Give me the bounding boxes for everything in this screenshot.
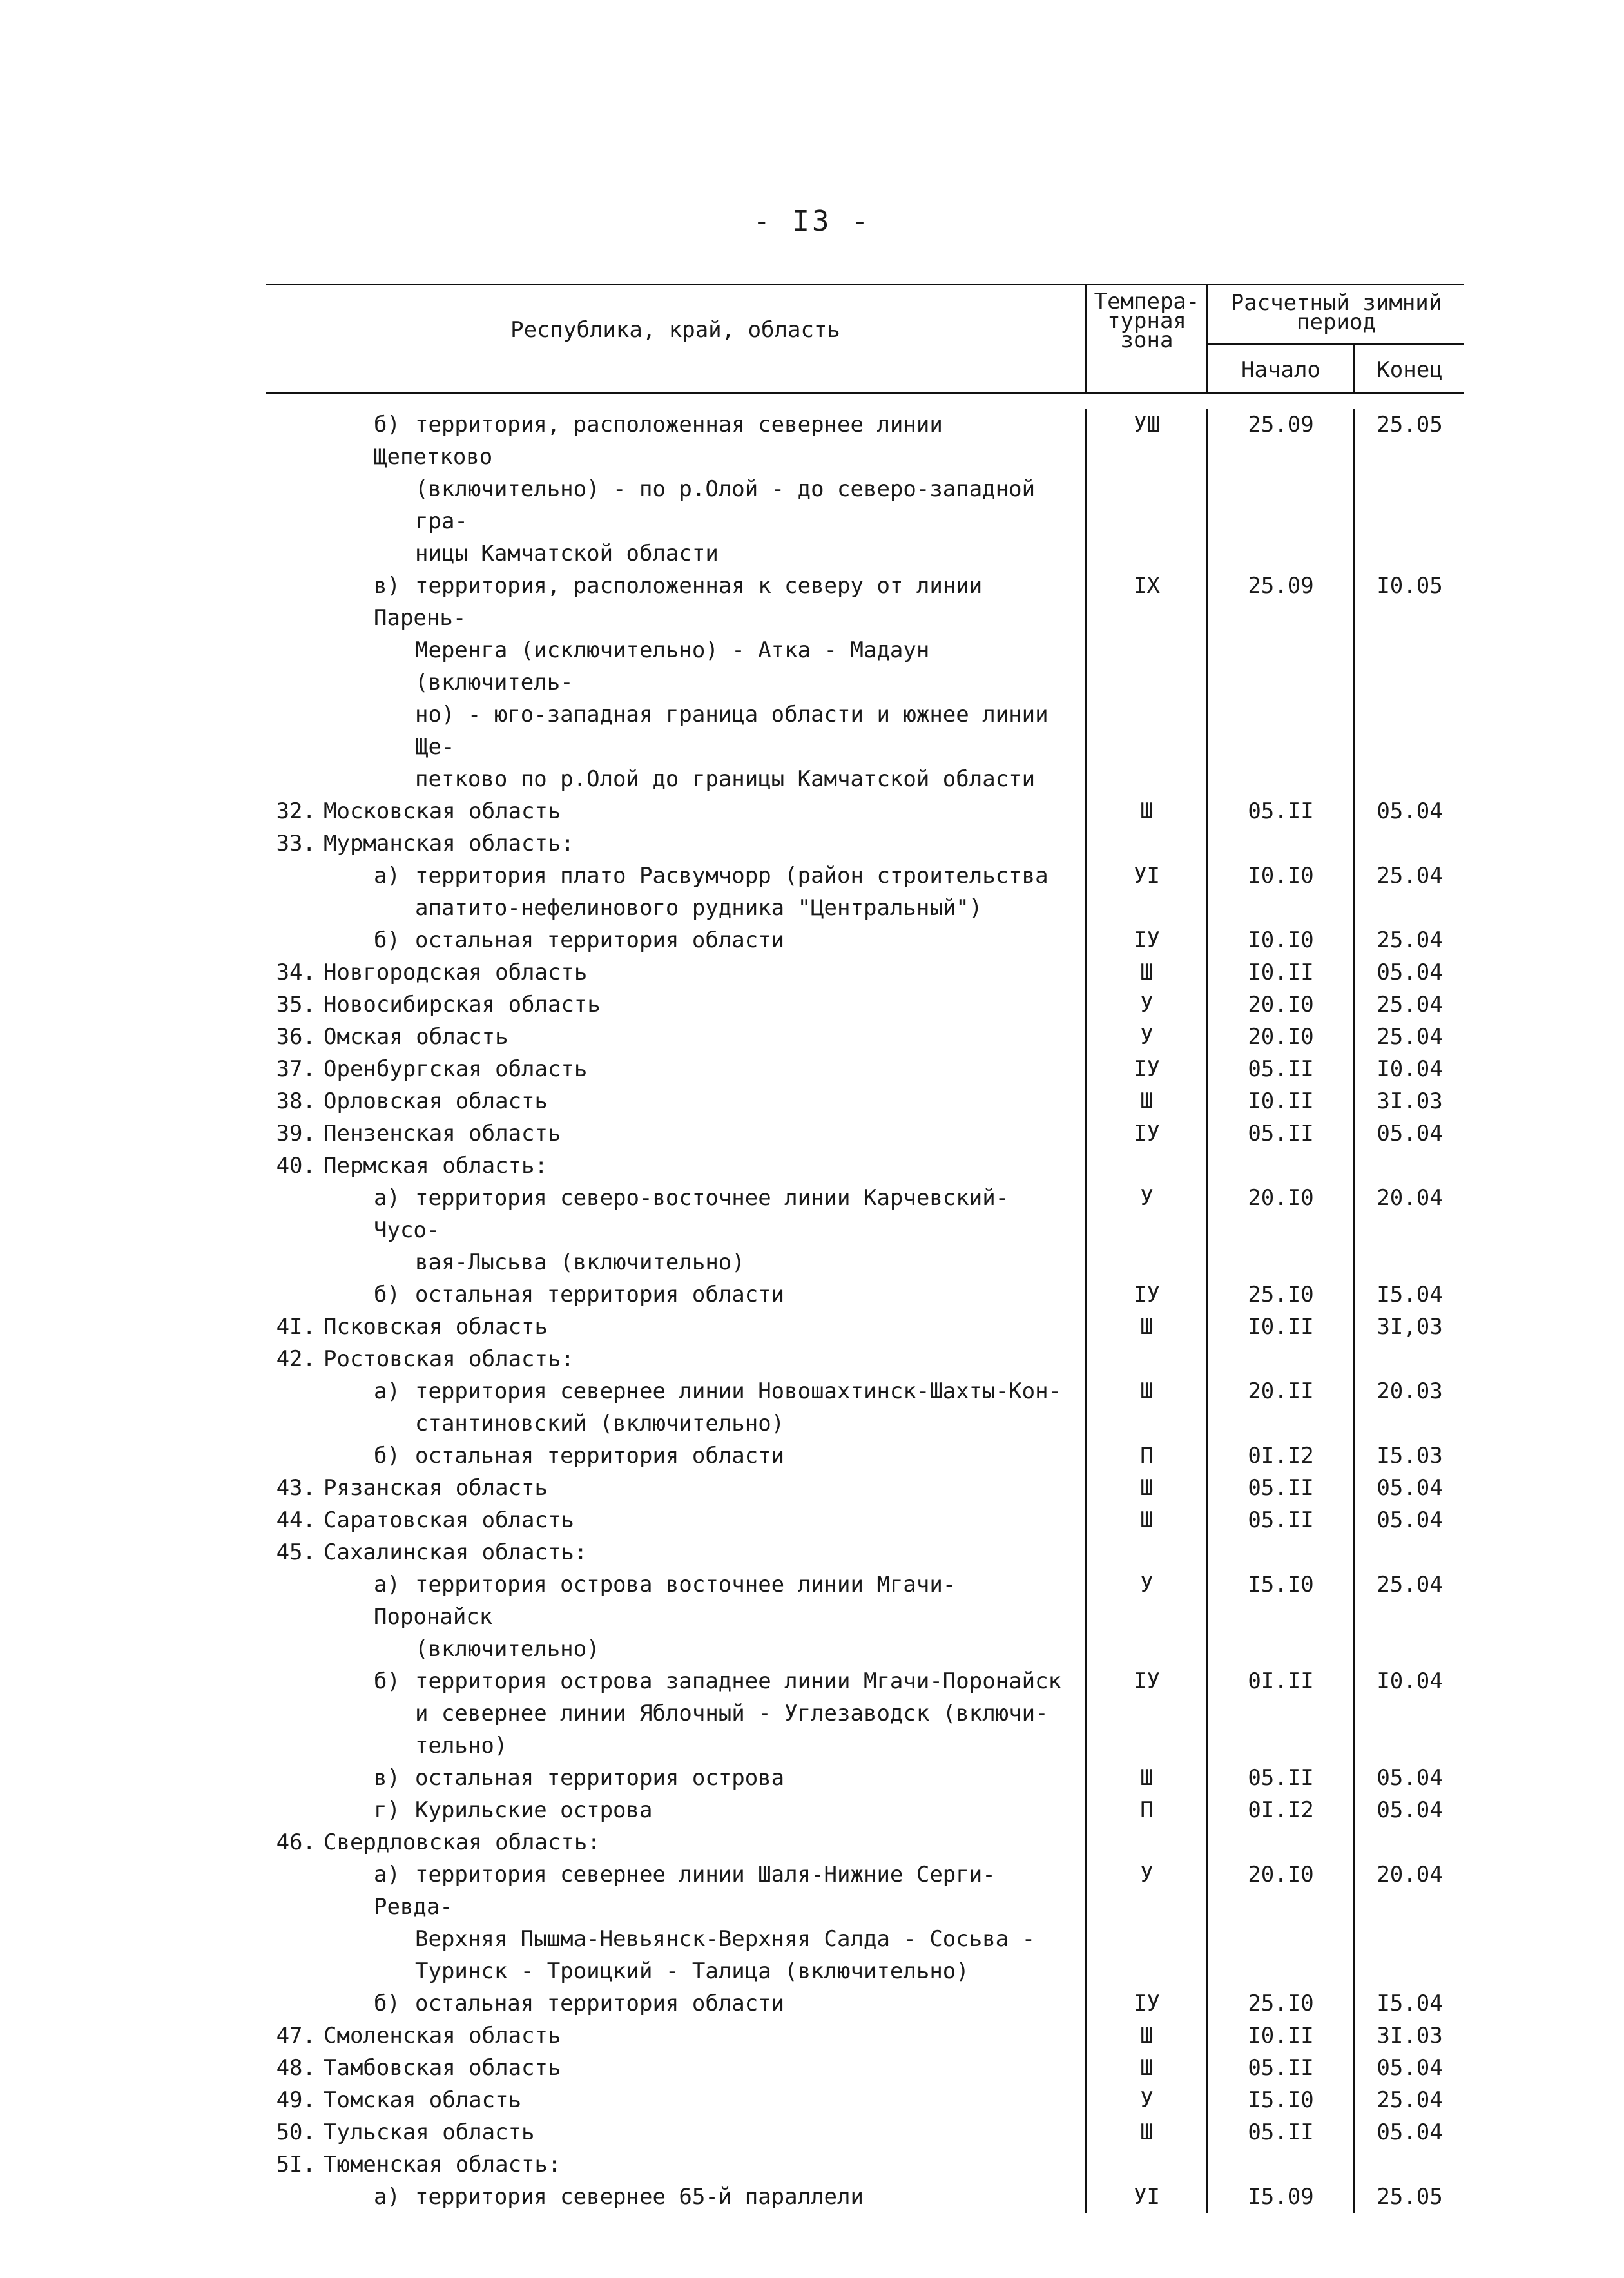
start-date-cell: 20.I0 (1206, 1182, 1353, 1279)
region-cell (266, 827, 1085, 860)
end-date-cell (1353, 827, 1464, 860)
page-number: - I3 - (753, 205, 871, 238)
start-date-cell: I0.I0 (1206, 924, 1353, 956)
row-number: 43. (276, 1475, 316, 1501)
start-date-cell: 25.09 (1206, 409, 1353, 570)
end-date-cell: 05.04 (1353, 1762, 1464, 1794)
region-cell (266, 570, 1085, 795)
sub-item-letter: б) (374, 1668, 400, 1694)
sub-item-letter: б) (374, 927, 400, 953)
region-text-line: б) остальная территория области (374, 1279, 1070, 1311)
region-text-line: Смоленская область (324, 2023, 561, 2049)
zone-cell: Ш (1085, 2052, 1206, 2084)
region-text-line: б) остальная территория области (374, 1440, 1070, 1472)
table-row (266, 1182, 1464, 1279)
start-date-cell (1206, 1826, 1353, 1858)
sub-item-letter: б) (374, 412, 400, 438)
region-cell (266, 1858, 1085, 1987)
zone-cell: У (1085, 989, 1206, 1021)
region-text-line: и севернее линии Яблочный - Углезаводск (включи- (415, 1701, 1049, 1726)
table-row (266, 860, 1464, 924)
start-date-cell: 20.I0 (1206, 1858, 1353, 1987)
region-text-line: Меренга (исключительно) - Атка - Мадаун (включитель- (415, 637, 930, 695)
zone-cell: У (1085, 1182, 1206, 1279)
start-date-cell: 20.I0 (1206, 989, 1353, 1021)
start-date-cell: I0.I0 (1206, 860, 1353, 924)
sub-item-letter: в) (374, 1765, 400, 1791)
table-row (266, 2148, 1464, 2181)
start-date-cell (1206, 1536, 1353, 1569)
end-date-cell: I5.03 (1353, 1440, 1464, 1472)
zone-cell: Ш (1085, 2116, 1206, 2148)
region-cell (266, 1053, 1085, 1085)
start-date-cell: I0.II (1206, 1311, 1353, 1343)
region-cell (266, 1569, 1085, 1665)
region-cell (266, 1182, 1085, 1279)
end-date-cell: I5.04 (1353, 1987, 1464, 2020)
end-date-cell: 05.04 (1353, 1472, 1464, 1504)
zone-cell: П (1085, 1794, 1206, 1826)
zone-cell: У (1085, 1858, 1206, 1987)
header-end: Конец (1377, 357, 1443, 383)
start-date-cell: 05.II (1206, 2052, 1353, 2084)
region-cell (266, 924, 1085, 956)
start-date-cell: I0.II (1206, 1085, 1353, 1117)
start-date-cell: I5.09 (1206, 2181, 1353, 2213)
end-date-cell (1353, 1343, 1464, 1375)
region-text-line: а) территория севернее линии Шаля-Нижние Серги-Ревда- (374, 1858, 1070, 1923)
header-zone-line-3: зона (1120, 327, 1174, 353)
region-cell (266, 1311, 1085, 1343)
row-number: 38. (276, 1088, 316, 1114)
region-cell (266, 409, 1085, 570)
region-text-line: в) территория, расположенная к северу от линии Парень- (374, 570, 1070, 634)
region-text-line: а) территория севернее 65-й параллели (374, 2181, 1070, 2213)
region-cell (266, 956, 1085, 989)
region-cell (266, 1536, 1085, 1569)
end-date-cell: 25.04 (1353, 989, 1464, 1021)
row-number: 32. (276, 798, 316, 824)
end-date-cell: I0.04 (1353, 1665, 1464, 1762)
table-row (266, 1375, 1464, 1440)
zone-cell (1085, 1150, 1206, 1182)
table-row (266, 2181, 1464, 2213)
start-date-cell: I5.I0 (1206, 2084, 1353, 2116)
zone-cell: IУ (1085, 1117, 1206, 1150)
end-date-cell: 3I.03 (1353, 1085, 1464, 1117)
row-number (266, 860, 316, 924)
zone-cell: У (1085, 1569, 1206, 1665)
table-row (266, 1536, 1464, 1569)
region-text-line: Пензенская область (324, 1121, 561, 1146)
region-text-line: Туринск - Троицкий - Талица (включительно) (415, 1958, 969, 1984)
region-text-line: Сахалинская область: (324, 1540, 588, 1565)
region-cell (266, 1279, 1085, 1311)
region-text-line: апатито-нефелинового рудника "Центральный") (415, 895, 983, 921)
start-date-cell: 05.II (1206, 1053, 1353, 1085)
sub-item-letter: г) (374, 1797, 400, 1823)
sub-item-letter: в) (374, 573, 400, 599)
region-cell (266, 2084, 1085, 2116)
end-date-cell: 20.04 (1353, 1182, 1464, 1279)
region-cell (266, 1440, 1085, 1472)
zone-cell: У (1085, 2084, 1206, 2116)
region-text-line: Новосибирская область (324, 992, 601, 1018)
table-row (266, 1053, 1464, 1085)
zone-cell: IУ (1085, 1279, 1206, 1311)
region-text-line: Мурманская область: (324, 831, 574, 856)
row-number: 49. (276, 2087, 316, 2113)
row-number: 33. (276, 831, 316, 856)
region-cell (266, 2052, 1085, 2084)
zone-cell: Ш (1085, 1085, 1206, 1117)
region-text-line: Псковская область (324, 1314, 548, 1340)
end-date-cell: 25.05 (1353, 2181, 1464, 2213)
zone-cell: Ш (1085, 956, 1206, 989)
header-zone (1087, 289, 1206, 353)
start-date-cell: 0I.I2 (1206, 1794, 1353, 1826)
table-row (266, 1343, 1464, 1375)
start-date-cell: 25.I0 (1206, 1279, 1353, 1311)
start-date-cell: I0.II (1206, 2020, 1353, 2052)
region-text-line: Орловская область (324, 1088, 548, 1114)
region-text-line: Тамбовская область (324, 2055, 561, 2081)
zone-cell: IУ (1085, 1665, 1206, 1762)
sub-item-letter: а) (374, 1862, 400, 1887)
table-row (266, 409, 1464, 570)
zone-cell: Ш (1085, 1504, 1206, 1536)
sub-item-letter: а) (374, 2184, 400, 2210)
zone-cell: IУ (1085, 1053, 1206, 1085)
row-number: 5I. (276, 2152, 316, 2177)
zone-cell: Ш (1085, 1762, 1206, 1794)
zone-cell (1085, 2148, 1206, 2181)
table-row (266, 1117, 1464, 1150)
zone-cell: Ш (1085, 1375, 1206, 1440)
end-date-cell: 20.03 (1353, 1375, 1464, 1440)
region-cell (266, 1117, 1085, 1150)
table-row (266, 1794, 1464, 1826)
region-text-line: но) - юго-западная граница области и южнее линии Ще- (415, 702, 1049, 760)
region-cell (266, 2181, 1085, 2213)
region-text-line: Ростовская область: (324, 1346, 574, 1372)
end-date-cell (1353, 1150, 1464, 1182)
start-date-cell: 20.I0 (1206, 1021, 1353, 1053)
region-text-line: а) территория острова восточнее линии Мгачи-Поронайск (374, 1569, 1070, 1633)
table-row (266, 924, 1464, 956)
table-row (266, 2020, 1464, 2052)
region-text-line: б) остальная территория области (374, 924, 1070, 956)
zone-cell (1085, 1826, 1206, 1858)
table-row (266, 1569, 1464, 1665)
end-date-cell: 25.04 (1353, 1021, 1464, 1053)
start-date-cell: 05.II (1206, 2116, 1353, 2148)
table-row (266, 2084, 1464, 2116)
region-cell (266, 2148, 1085, 2181)
row-number: 35. (276, 992, 316, 1018)
region-text-line: Саратовская область (324, 1507, 574, 1533)
table-row (266, 1826, 1464, 1858)
start-date-cell: 25.09 (1206, 570, 1353, 795)
end-date-cell (1353, 2148, 1464, 2181)
row-number: 45. (276, 1540, 316, 1565)
region-cell (266, 1762, 1085, 1794)
zone-cell: Ш (1085, 795, 1206, 827)
table-row (266, 1150, 1464, 1182)
region-text-line: Новгородская область (324, 960, 588, 985)
start-date-cell (1206, 1150, 1353, 1182)
region-text-line: Омская область (324, 1024, 508, 1050)
start-date-cell: 20.II (1206, 1375, 1353, 1440)
row-number (266, 1182, 316, 1279)
zone-cell (1085, 1536, 1206, 1569)
header-zone-line-2: турная (1107, 308, 1186, 334)
header-zone-line-1: Темпера- (1094, 289, 1200, 314)
table-row (266, 1085, 1464, 1117)
climate-zone-table (266, 284, 1464, 2213)
end-date-cell: 25.04 (1353, 1569, 1464, 1665)
table-header (266, 284, 1464, 394)
zone-cell: УI (1085, 860, 1206, 924)
start-date-cell (1206, 1343, 1353, 1375)
table-row (266, 1279, 1464, 1311)
end-date-cell: 3I,03 (1353, 1311, 1464, 1343)
row-number: 40. (276, 1153, 316, 1179)
row-number (266, 570, 316, 795)
row-number: 48. (276, 2055, 316, 2081)
region-text-line: б) территория острова западнее линии Мгачи-Поронайск (374, 1665, 1070, 1697)
region-text-line: Верхняя Пышма-Невьянск-Верхняя Салда - Сосьва - (415, 1926, 1036, 1952)
region-cell (266, 1085, 1085, 1117)
row-number: 37. (276, 1056, 316, 1082)
row-number (266, 1279, 316, 1311)
table-row (266, 1311, 1464, 1343)
table-row (266, 795, 1464, 827)
row-number: 39. (276, 1121, 316, 1146)
region-text-line: б) остальная территория области (374, 1987, 1070, 2020)
region-cell (266, 1665, 1085, 1762)
table-row (266, 2116, 1464, 2148)
row-number (266, 1858, 316, 1987)
start-date-cell (1206, 2148, 1353, 2181)
region-text-line: Тульская область (324, 2119, 535, 2145)
table-row (266, 1504, 1464, 1536)
end-date-cell: 05.04 (1353, 795, 1464, 827)
table-row (266, 1762, 1464, 1794)
row-number (266, 1569, 316, 1665)
table-body (266, 394, 1464, 2213)
region-cell (266, 1504, 1085, 1536)
zone-cell: Ш (1085, 1311, 1206, 1343)
region-text-line: ницы Камчатской области (415, 541, 719, 566)
region-text-line: стантиновский (включительно) (415, 1411, 785, 1436)
region-text-line: тельно) (415, 1733, 508, 1759)
row-number (266, 1987, 316, 2020)
table-row (266, 1021, 1464, 1053)
end-date-cell: 05.04 (1353, 1794, 1464, 1826)
end-date-cell: 05.04 (1353, 1504, 1464, 1536)
row-number: 44. (276, 1507, 316, 1533)
sub-item-letter: б) (374, 1282, 400, 1308)
row-number: 42. (276, 1346, 316, 1372)
start-date-cell: 0I.II (1206, 1665, 1353, 1762)
end-date-cell: 05.04 (1353, 1117, 1464, 1150)
end-date-cell: 20.04 (1353, 1858, 1464, 1987)
zone-cell (1085, 1343, 1206, 1375)
start-date-cell: 05.II (1206, 1472, 1353, 1504)
row-number: 46. (276, 1829, 316, 1855)
region-text-line: (включительно) - по р.Олой - до северо-западной гра- (415, 476, 1036, 534)
region-text-line: Тюменская область: (324, 2152, 561, 2177)
sub-item-letter: а) (374, 1378, 400, 1404)
region-text-line: б) территория, расположенная севернее линии Щепетково (374, 409, 1070, 473)
start-date-cell: I5.I0 (1206, 1569, 1353, 1665)
zone-cell: IУ (1085, 924, 1206, 956)
end-date-cell: I0.05 (1353, 570, 1464, 795)
row-number: 50. (276, 2119, 316, 2145)
zone-cell: П (1085, 1440, 1206, 1472)
table-row (266, 827, 1464, 860)
row-number (266, 1794, 316, 1826)
end-date-cell: 05.04 (1353, 956, 1464, 989)
zone-cell: Ш (1085, 1472, 1206, 1504)
region-text-line: (включительно) (415, 1636, 600, 1662)
row-number: 36. (276, 1024, 316, 1050)
start-date-cell: I0.II (1206, 956, 1353, 989)
start-date-cell: 05.II (1206, 1762, 1353, 1794)
region-cell (266, 1343, 1085, 1375)
header-period-line-2: период (1297, 309, 1376, 335)
region-cell (266, 1472, 1085, 1504)
region-cell (266, 1021, 1085, 1053)
region-text-line: а) территория севернее линии Новошахтинск-Шахты-Кон- (374, 1375, 1070, 1407)
zone-cell: IУ (1085, 1987, 1206, 2020)
zone-cell: УI (1085, 2181, 1206, 2213)
start-date-cell: 0I.I2 (1206, 1440, 1353, 1472)
region-text-line: петково по р.Олой до границы Камчатской области (415, 766, 1036, 792)
row-number (266, 1440, 316, 1472)
region-text-line: Свердловская область: (324, 1829, 601, 1855)
table-row (266, 570, 1464, 795)
sub-item-letter: б) (374, 1991, 400, 2016)
end-date-cell: 25.04 (1353, 860, 1464, 924)
table-row (266, 1858, 1464, 1987)
zone-cell: Ш (1085, 2020, 1206, 2052)
end-date-cell: 25.04 (1353, 924, 1464, 956)
end-date-cell: 25.05 (1353, 409, 1464, 570)
row-number (266, 409, 316, 570)
row-number (266, 924, 316, 956)
end-date-cell: 05.04 (1353, 2052, 1464, 2084)
region-cell (266, 1150, 1085, 1182)
region-text-line: а) территория северо-восточнее линии Карчевский-Чусо- (374, 1182, 1070, 1246)
region-text-line: Рязанская область (324, 1475, 548, 1501)
region-text-line: а) территория плато Расвумчорр (район строительства (374, 860, 1070, 892)
table-row (266, 1472, 1464, 1504)
region-cell (266, 795, 1085, 827)
start-date-cell: 25.I0 (1206, 1987, 1353, 2020)
region-text-line: Московская область (324, 798, 561, 824)
region-text-line: г) Курильские острова (374, 1794, 1070, 1826)
table-row (266, 1987, 1464, 2020)
end-date-cell: 25.04 (1353, 2084, 1464, 2116)
start-date-cell: 05.II (1206, 1504, 1353, 1536)
zone-cell: УШ (1085, 409, 1206, 570)
table-row (266, 956, 1464, 989)
row-number: 47. (276, 2023, 316, 2049)
region-cell (266, 1987, 1085, 2020)
region-text-line: Пермская область: (324, 1153, 548, 1179)
region-cell (266, 2020, 1085, 2052)
table-row (266, 1440, 1464, 1472)
end-date-cell (1353, 1536, 1464, 1569)
region-cell (266, 1826, 1085, 1858)
region-text-line: Томская область (324, 2087, 522, 2113)
header-period-line-1: Расчетный зимний (1230, 290, 1442, 316)
region-text-line: Оренбургская область (324, 1056, 588, 1082)
start-date-cell: 05.II (1206, 795, 1353, 827)
region-cell (266, 989, 1085, 1021)
table-row (266, 1665, 1464, 1762)
region-cell (266, 860, 1085, 924)
zone-cell: У (1085, 1021, 1206, 1053)
row-number (266, 1665, 316, 1762)
sub-item-letter: б) (374, 1443, 400, 1469)
region-cell (266, 2116, 1085, 2148)
header-period (1208, 290, 1464, 335)
row-number (266, 2181, 316, 2213)
region-text-line: вая-Лысьва (включительно) (415, 1250, 745, 1275)
start-date-cell: 05.II (1206, 1117, 1353, 1150)
zone-cell (1085, 827, 1206, 860)
sub-item-letter: а) (374, 863, 400, 889)
end-date-cell (1353, 1826, 1464, 1858)
end-date-cell: 05.04 (1353, 2116, 1464, 2148)
sub-item-letter: а) (374, 1185, 400, 1211)
region-cell (266, 1794, 1085, 1826)
table-row (266, 989, 1464, 1021)
header-region: Республика, край, область (510, 317, 840, 343)
end-date-cell: I5.04 (1353, 1279, 1464, 1311)
row-number (266, 1762, 316, 1794)
table-row (266, 2052, 1464, 2084)
region-text-line: в) остальная территория острова (374, 1762, 1070, 1794)
end-date-cell: I0.04 (1353, 1053, 1464, 1085)
header-start: Начало (1241, 357, 1320, 383)
sub-item-letter: а) (374, 1572, 400, 1597)
row-number: 34. (276, 960, 316, 985)
region-cell (266, 1375, 1085, 1440)
end-date-cell: 3I.03 (1353, 2020, 1464, 2052)
row-number (266, 1375, 316, 1440)
zone-cell: IX (1085, 570, 1206, 795)
start-date-cell (1206, 827, 1353, 860)
row-number: 4I. (276, 1314, 316, 1340)
